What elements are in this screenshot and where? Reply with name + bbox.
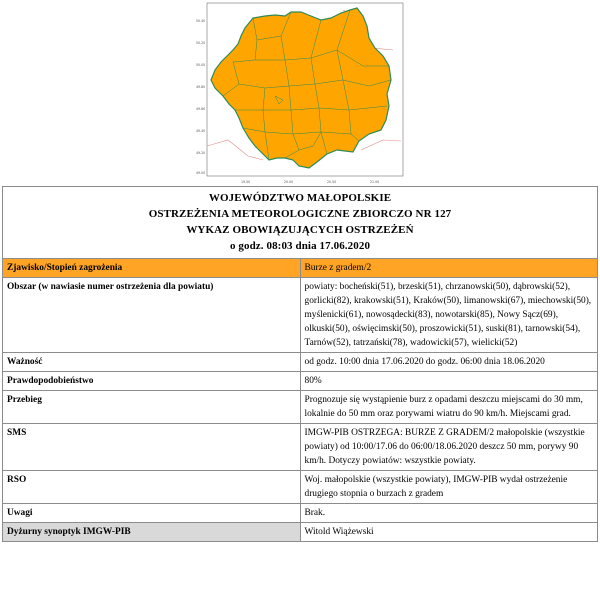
y-tick: 49.60 — [196, 107, 206, 111]
dyzurny-value: Witold Wiążewski — [300, 523, 598, 542]
row-przebieg — [3, 391, 598, 424]
x-tick: 21.00 — [370, 180, 380, 184]
row-uwagi — [3, 504, 598, 523]
x-tick: 19.50 — [241, 180, 251, 184]
y-tick: 50.40 — [196, 19, 206, 23]
sms-label: SMS — [3, 424, 301, 471]
y-tick: 49.80 — [196, 85, 206, 89]
rso-label: RSO — [3, 471, 301, 504]
row-dyzurny — [3, 523, 598, 542]
dyzurny-label: Dyżurny synoptyk IMGW-PIB — [3, 523, 301, 542]
y-tick: 50.00 — [196, 63, 206, 67]
przebieg-value: Prognozuje się wystąpienie burz z opadami deszczu miejscami do 30 mm, lokalnie do 50 mm oraz porywami wiatru do 90 km/h. Miejscami grad. — [300, 391, 598, 424]
warning-header — [3, 187, 598, 259]
zjawisko-label: Zjawisko/Stopień zagrożenia — [3, 259, 301, 278]
y-tick: 49.40 — [196, 129, 206, 133]
y-tick: 49.00 — [196, 171, 206, 175]
voivodeship-map — [193, 0, 405, 186]
uwagi-value: Brak. — [300, 504, 598, 523]
y-tick: 50.20 — [196, 41, 206, 45]
rso-value: Woj. małopolskie (wszystkie powiaty), IMGW-PIB wydał ostrzeżenie drugiego stopnia o burzach z gradem — [300, 471, 598, 504]
header-warning-number: OSTRZEŻENIA METEOROLOGICZNE ZBIORCZO NR 127 — [148, 208, 452, 220]
uwagi-label: Uwagi — [3, 504, 301, 523]
waznosc-label: Ważność — [3, 353, 301, 372]
header-voivodeship: WOJEWÓDZTWO MAŁOPOLSKIE — [208, 192, 392, 204]
row-rso — [3, 471, 598, 504]
zjawisko-value: Burze z gradem/2 — [300, 259, 598, 278]
obszar-value: powiaty: bocheński(51), brzeski(51), chrzanowski(50), dąbrowski(52), gorlicki(82), krakowski(51), Kraków(50), limanowski(67), miechowski(50), myślenicki(61), nowosądecki(83), nowotarski(85), Nowy Sącz(69), olkuski(50), oświęcimski(50), proszowicki(51), suski(81), tarnowski(54), Tarnów(52), tatrzański(78), wadowicki(57), wielicki(52) — [300, 278, 598, 353]
prawdopodobienstwo-value: 80% — [300, 372, 598, 391]
row-prawdopodobienstwo — [3, 372, 598, 391]
row-sms — [3, 424, 598, 471]
x-tick: 20.00 — [284, 180, 294, 184]
sms-value: IMGW-PIB OSTRZEGA: BURZE Z GRADEM/2 małopolskie (wszystkie powiaty) od 10:00/17.06 do 06:00/18.06.2020 deszcz 50 mm, porywy 90 km/h. Dotyczy powiatów: wszystkie powiaty. — [300, 424, 598, 471]
waznosc-value: od godz. 10:00 dnia 17.06.2020 do godz. 06:00 dnia 18.06.2020 — [300, 353, 598, 372]
row-zjawisko — [3, 259, 598, 278]
header-list-title: WYKAZ OBOWIĄZUJĄCYCH OSTRZEŻEŃ — [186, 224, 414, 236]
row-obszar — [3, 278, 598, 353]
y-tick: 49.20 — [196, 151, 206, 155]
prawdopodobienstwo-label: Prawdopodobieństwo — [3, 372, 301, 391]
warning-table — [2, 186, 598, 542]
obszar-label: Obszar (w nawiasie numer ostrzeżenia dla powiatu) — [3, 278, 301, 353]
header-timestamp: o godz. 08:03 dnia 17.06.2020 — [229, 240, 371, 252]
row-waznosc — [3, 353, 598, 372]
warning-map — [193, 0, 405, 186]
x-tick: 20.50 — [327, 180, 337, 184]
przebieg-label: Przebieg — [3, 391, 301, 424]
header-row — [3, 187, 598, 259]
